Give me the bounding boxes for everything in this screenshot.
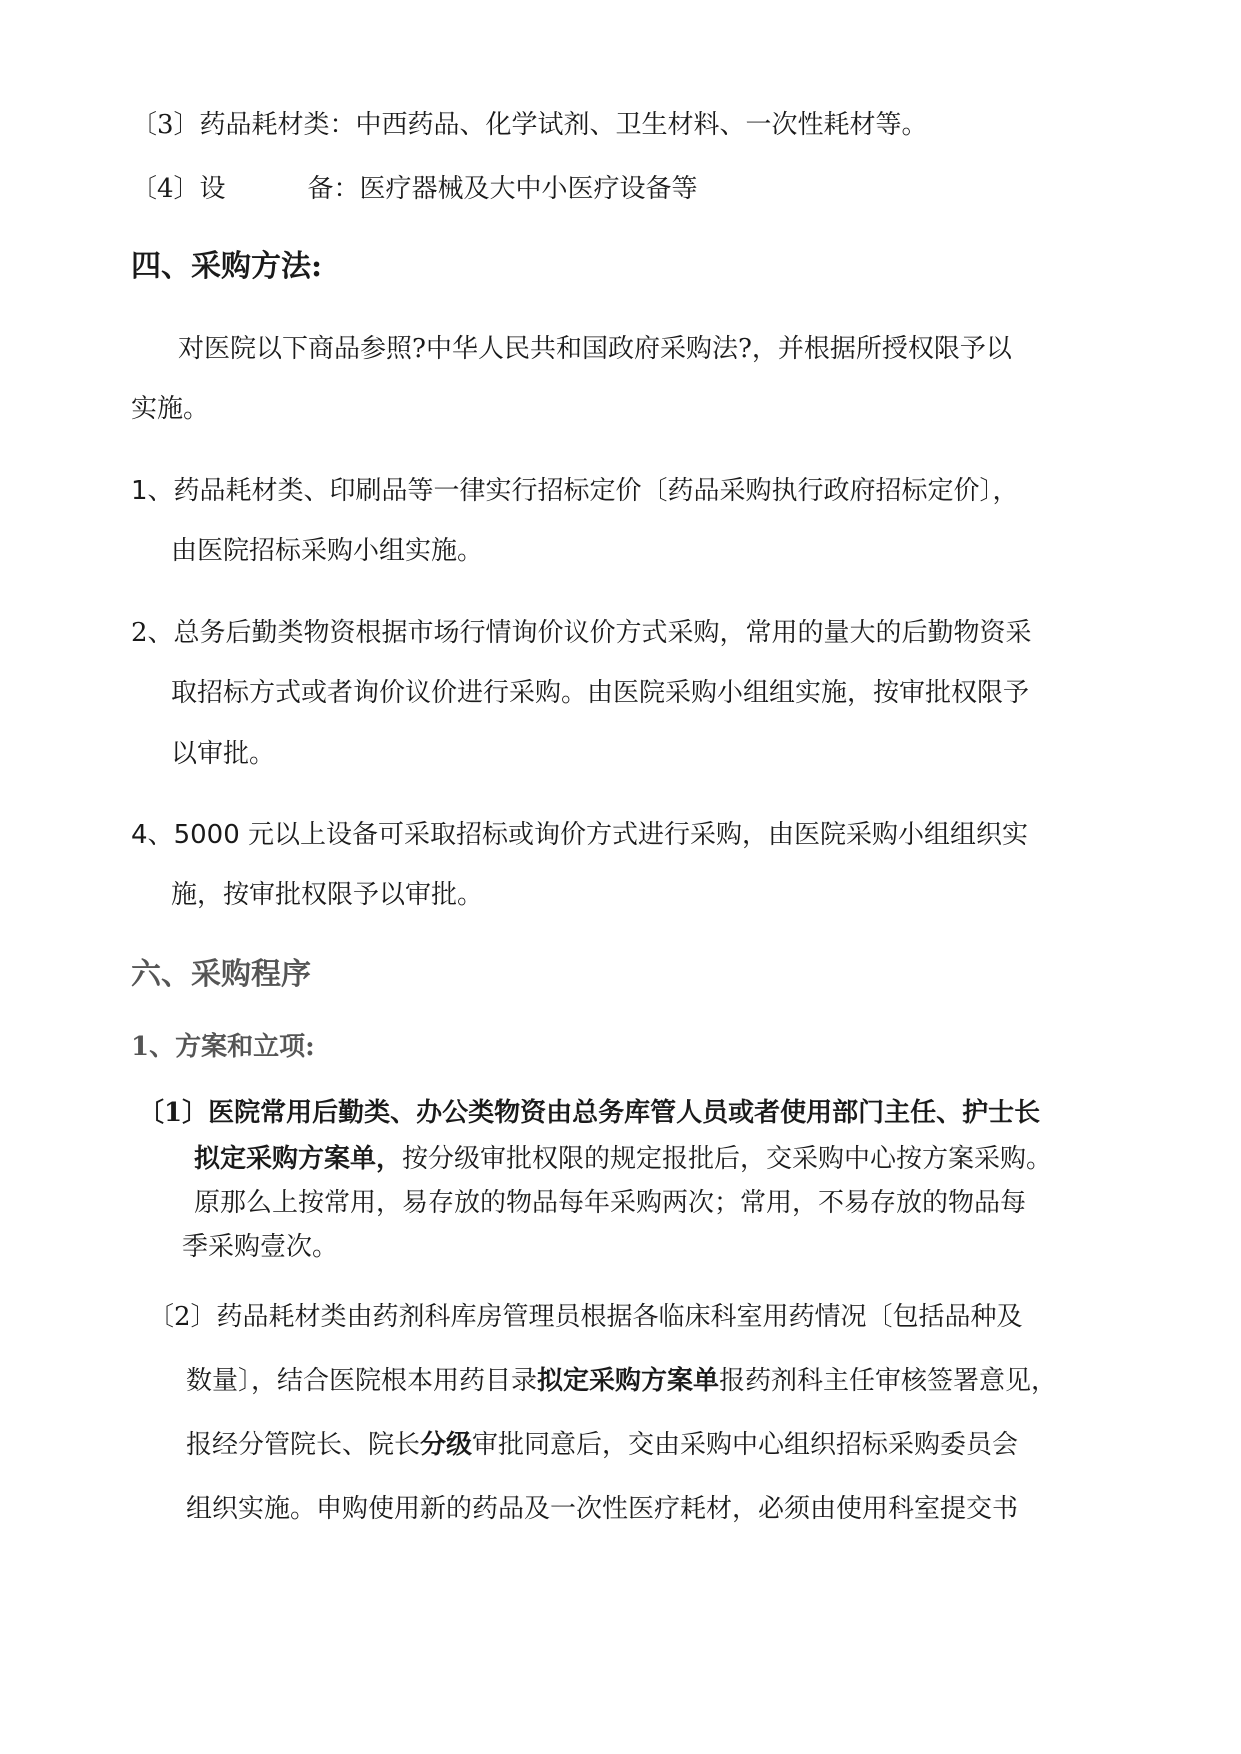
procedure-2-line2: 数量〕，结合医院根本用药目录拟定采购方案单报药剂科主任审核签署意见， [186,1366,1058,1396]
procedure-2-line1: 〔2〕药品耗材类由药剂科库房管理员根据各临床科室用药情况〔包括品种及 [148,1302,1023,1332]
method-4-line2: 施，按审批权限予以审批。 [171,880,484,910]
procedure-1-line1: 〔1〕医院常用后勤类、办公类物资由总务库管人员或者使用部门主任、护士长 [138,1098,1041,1128]
item-4-label: 〔4〕设 [131,174,226,204]
procedure-2-line4: 组织实施。申购使用新的药品及一次性医疗耗材，必须由使用科室提交书 [186,1494,1019,1524]
method-2-line2: 取招标方式或者询价议价进行采购。由医院采购小组组实施，按审批权限予 [171,678,1030,708]
method-1-line2: 由医院招标采购小组实施。 [171,536,484,566]
procedure-1-line2: 拟定采购方案单，按分级审批权限的规定报批后，交采购中心按方案采购。 [194,1144,1053,1174]
method-4-amount: 5000 [173,820,240,850]
item-3-medicine-consumables: 〔3〕药品耗材类：中西药品、化学试剂、卫生材料、一次性耗材等。 [131,110,928,140]
section-4-intro-line1: 对医院以下商品参照?中华人民共和国政府采购法?，并根据所授权限予以 [178,334,1012,364]
item-4-equipment [131,172,698,206]
method-2-line3: 以审批。 [171,739,276,769]
procedure-1-line3: 原那么上按常用，易存放的物品每年采购两次；常用，不易存放的物品每 [194,1188,1027,1218]
procedure-1-line4: 季采购壹次。 [182,1232,339,1262]
section-6-sub1: 1、方案和立项: [131,1032,315,1062]
section-4-intro-line2: 实施。 [131,394,210,424]
section-6-heading: 六、采购程序 [131,957,311,992]
method-1-line1: 1、药品耗材类、印刷品等一律实行招标定价〔药品采购执行政府招标定价〕， [131,476,1019,506]
method-2-line1: 2、总务后勤类物资根据市场行情询价议价方式采购，常用的量大的后勤物资采 [131,618,1032,648]
method-4-number: 4 [131,820,148,850]
procedure-2-line3: 报经分管院长、院长分级审批同意后，交由采购中心组织招标采购委员会 [186,1430,1019,1460]
item-4-text: 备：医疗器械及大中小医疗设备等 [307,174,698,204]
method-4-line1: 4、5000 元以上设备可采取招标或询价方式进行采购，由医院采购小组组织实 [131,820,1028,850]
method-1-number: 1 [131,476,148,506]
section-4-heading: 四、采购方法: [131,249,323,284]
